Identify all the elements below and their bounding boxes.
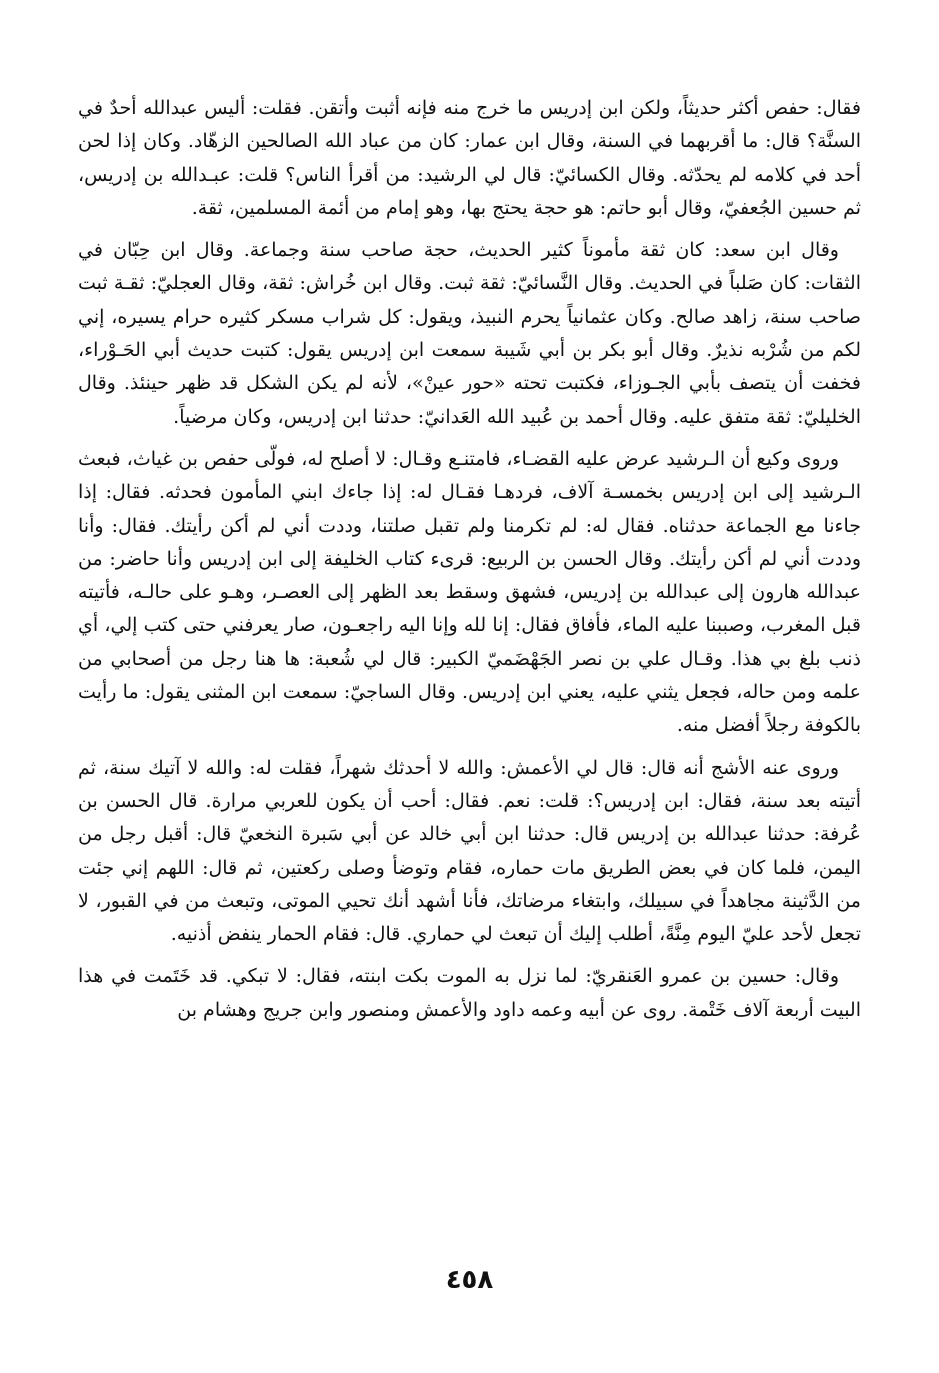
page-body xyxy=(78,92,861,1302)
paragraph-1: فقال: حفص أكثر حديثاً، ولكن ابن إدريس ما خرج منه فإنه أثبت وأتقن. فقلت: أليس عبدالله أحدٌ في السنَّة؟ قال: ما أقربهما في السنة، وقال ابن عمار: كان من عباد الله الصالحين الزهّاد. وكان إذا لحن أحد في كلامه لم يحدّثه. وقال الكسائيّ: قال لي الرشيد: من أقرأ الناس؟ قلت: عبـدالله بن إدريس، ثم حسين الجُعفيّ، وقال أبو حاتم: هو حجة يحتج بها، وهو إمام من أئمة المسلمين، ثقة. xyxy=(78,97,861,219)
paragraph-4: وروى عنه الأشج أنه قال: قال لي الأعمش: والله لا أحدثك شهراً، فقلت له: والله لا آتيك سنة، ثم أتيته بعد سنة، فقال: ابن إدريس؟: قلت: نعم. فقال: أحب أن يكون للعربي مرارة. قال الحسن بن عُرفة: حدثنا عبدالله بن إدريس قال: حدثنا ابن أبي خالد عن أبي سَبرة النخعيّ قال: أقبل رجل من اليمن، فلما كان في بعض الطريق مات حماره، فقام وتوضأ وصلى ركعتين، ثم قال: اللهم إني جئت من الدَّثينة مجاهداً في سبيلك، وابتغاء مرضاتك، فأنا أشهد أنك تحيي الموتى، وتبعث من في القبور، لا تجعل لأحد عليّ اليوم مِنَّةً، أطلب إليك أن تبعث لي حماري. قال: فقام الحمار ينفض أذنيه. xyxy=(78,756,861,946)
paragraph-2: وقال ابن سعد: كان ثقة مأموناً كثير الحديث، حجة صاحب سنة وجماعة. وقال ابن حِبّان في الثقات: كان صَلباً في الحديث. وقال النَّسائيّ: ثقة ثبت. وقال ابن خُراش: ثقة، وقال العجليّ: ثقـة ثبت صاحب سنة، زاهد صالح. وكان عثمانياً يحرم النبيذ، ويقول: كل شراب مسكر كثيره حرام يسيره، إني لكم من شُرْبه نذيرٌ. وقال أبو بكر بن أبي شَيبة سمعت ابن إدريس يقول: كتبت حديث أبي الحَـوْراء، فخفت أن يتصف بأبي الجـوزاء، فكتبت تحته «حور عينْ»، لأنه لم يكن الشكل قد ظهر حينئذ. وقال الخليليّ: ثقة متفق عليه. وقال أحمد بن عُبيد الله العَدانيّ: حدثنا ابن إدريس، وكان مرضياً. xyxy=(78,239,861,428)
page-number: ٤٥٨ xyxy=(445,1265,494,1295)
paragraph-5: وقال: حسين بن عمرو العَنقريّ: لما نزل به الموت بكت ابنته، فقال: لا تبكي. قد خَتَمت في هذا البيت أربعة آلاف خَتْمة. روى عن أبيه وعمه داود والأعمش ومنصور وابن جريج وهشام بن xyxy=(78,965,861,1021)
paragraph-3: وروى وكيع أن الـرشيد عرض عليه القضـاء، فامتنـع وقـال: لا أصلح له، فولّى حفص بن غياث، فبعث الـرشيد إلى ابن إدريس بخمسـة آلاف، فردهـا فقـال له: إذا جاءك ابني المأمون فحدثه. فقال: إذا جاءنا مع الجماعة حدثناه. فقال له: لم تكرمنا ولم تقبل صلتنا، وددت أني لم أكن رأيتك. فقال: وأنا وددت أني لم أكن رأيتك. وقال الحسن بن الربيع: قرىء كتاب الخليفة إلى ابن إدريس وأنا حاضر: من عبدالله هارون إلى عبدالله بن إدريس، فشهق وسقط بعد الظهر إلى العصـر، وهـو على حالـه، فأتيته قبل المغرب، وصببنا عليه الماء، فأفاق فقال: إنا لله وإنا اليه راجعـون، صار يعرفني حتى كتب إلي، أي ذنب بلغ بي هذا. وقـال علي بن نصر الجَهْضَميّ الكبير: قال لي شُعبة: ها هنا رجل من أصحابي من علمه ومن حاله، فجعل يثني عليه، يعني ابن إدريس. وقال الساجيّ: سمعت ابن المثنى يقول: ما رأيت بالكوفة رجلاً أفضل منه. xyxy=(78,447,861,737)
